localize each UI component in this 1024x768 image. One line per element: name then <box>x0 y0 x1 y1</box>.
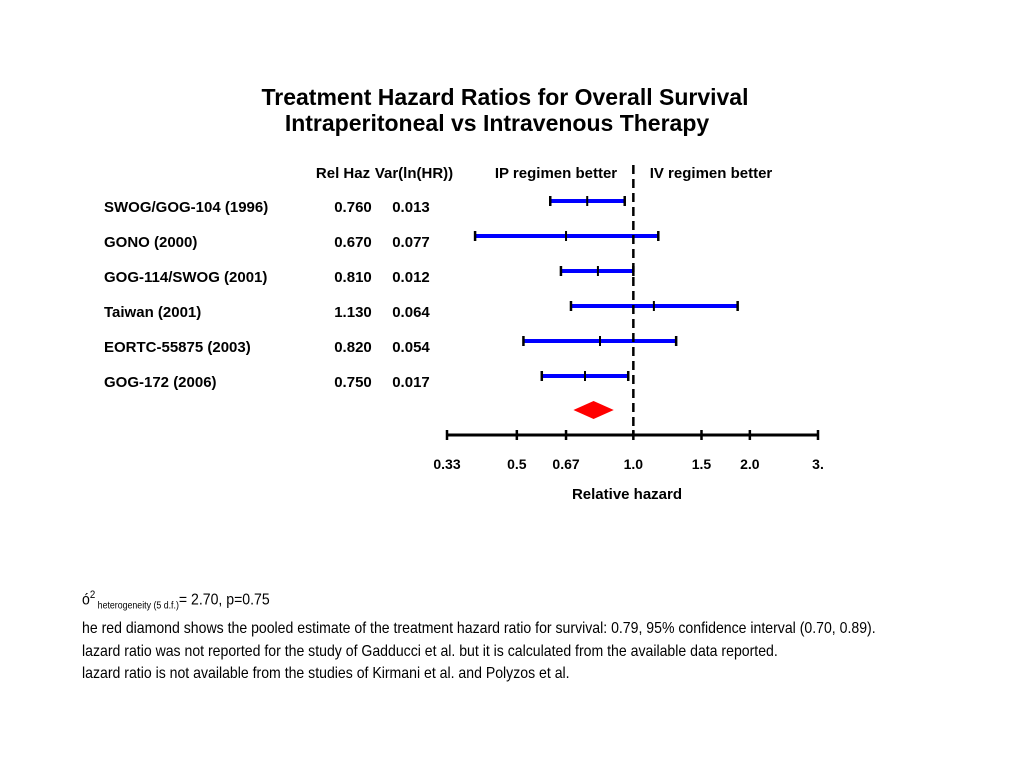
chart-title-line-2: Intraperitoneal vs Intravenous Therapy <box>284 110 710 136</box>
variance-value: 0.077 <box>392 234 430 251</box>
footnotes <box>82 584 900 686</box>
rel-haz-header: Rel Haz <box>315 165 371 182</box>
x-tick-label: 0.5 <box>507 456 527 472</box>
favors-left-label: IP regimen better <box>494 165 618 182</box>
rel-haz-value: 0.670 <box>334 234 372 251</box>
x-tick-label: 3. <box>812 456 824 472</box>
x-axis-label: Relative hazard <box>571 486 683 503</box>
study-name: GOG-114/SWOG (2001) <box>104 269 268 286</box>
forest-marks <box>475 165 738 434</box>
variance-value: 0.013 <box>392 199 430 216</box>
study-name: GONO (2000) <box>104 234 198 251</box>
variance-value: 0.017 <box>392 374 430 391</box>
rel-haz-value: 0.810 <box>334 269 372 286</box>
x-tick-label: 0.33 <box>433 456 461 472</box>
heterogeneity-statistic: = 2.70, p=0.75 <box>178 591 270 609</box>
chart-title-line-1: Treatment Hazard Ratios for Overall Survival <box>261 84 749 110</box>
unavailable-studies-note: lazard ratio is not available from the studies of Kirmani et al. and Polyzos et al. <box>82 665 570 683</box>
heterogeneity-superscript: 2 <box>89 589 96 601</box>
heterogeneity-symbol: ó <box>82 591 90 609</box>
study-rows <box>104 199 430 391</box>
rel-haz-value: 1.130 <box>334 304 372 321</box>
x-tick-label: 1.5 <box>691 456 712 472</box>
x-tick-label: 2.0 <box>740 456 760 472</box>
variance-header: Var(ln(HR)) <box>374 165 454 182</box>
study-name: Taiwan (2001) <box>104 304 202 321</box>
variance-value: 0.054 <box>392 339 430 356</box>
x-tick-label: 1.0 <box>623 456 644 472</box>
study-name: SWOG/GOG-104 (1996) <box>104 199 269 216</box>
x-tick-label: 0.67 <box>552 456 580 472</box>
variance-value: 0.064 <box>392 304 430 321</box>
rel-haz-value: 0.750 <box>334 374 372 391</box>
study-name: GOG-172 (2006) <box>104 374 217 391</box>
rel-haz-value: 0.760 <box>334 199 372 216</box>
favors-right-label: IV regimen better <box>649 165 773 182</box>
variance-value: 0.012 <box>392 269 430 286</box>
study-name: EORTC-55875 (2003) <box>104 339 251 356</box>
x-axis <box>433 430 823 472</box>
gadducci-note: lazard ratio was not reported for the study of Gadducci et al. but it is calculated from the available data reported. <box>82 642 778 660</box>
heterogeneity-subscript: heterogeneity (5 d.f.) <box>95 600 179 612</box>
pooled-estimate-note: he red diamond shows the pooled estimate of the treatment hazard ratio for survival: 0.79, 95% confidence interval (0.70, 0.89). <box>82 620 876 638</box>
pooled-diamond <box>573 401 613 419</box>
rel-haz-value: 0.820 <box>334 339 372 356</box>
heterogeneity-note <box>82 584 900 618</box>
